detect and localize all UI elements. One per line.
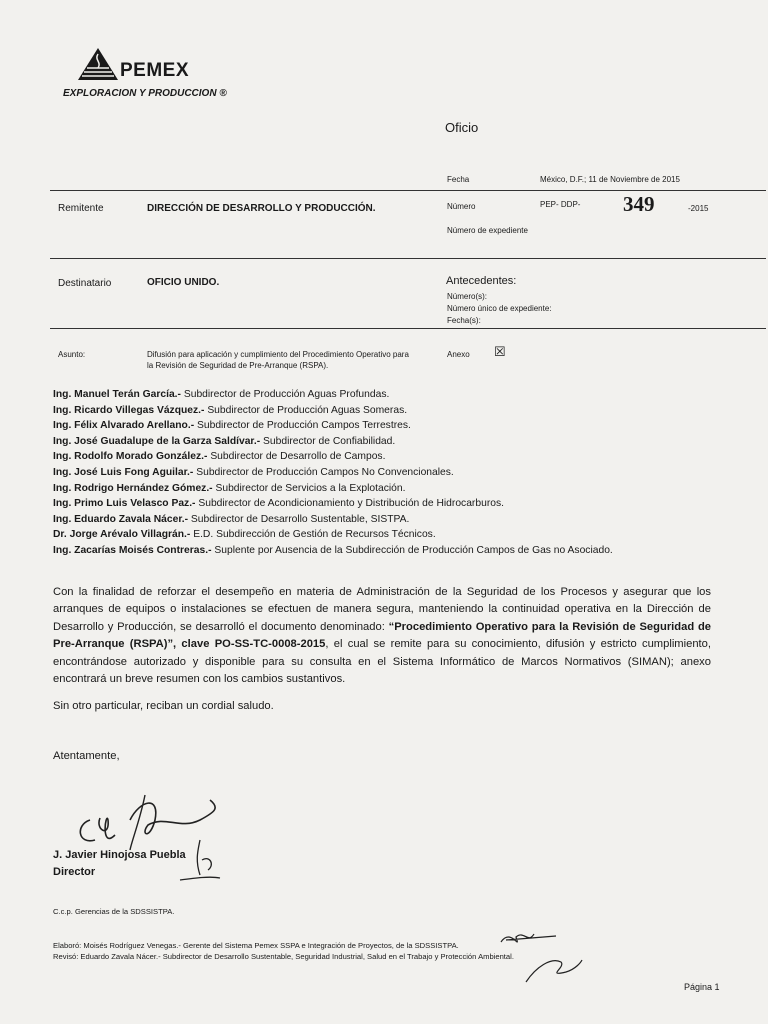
antecedentes-numero: Número(s):	[447, 292, 488, 301]
recipient-line	[53, 449, 613, 465]
numero-value: 349	[623, 192, 655, 216]
asunto-label: Asunto:	[58, 350, 86, 359]
recipient-role: Subdirector de Producción Campos No Convencionales.	[193, 466, 454, 478]
recipient-name: Ing. José Luis Fong Aguilar.-	[53, 466, 194, 478]
recipient-name: Ing. Rodrigo Hernández Gómez.-	[53, 482, 213, 494]
procedure-name: “Procedimiento Operativo para la Revisión de Seguridad de Pre-Arranque (RSPA)”, clave PO-SS-TC-0008-2015	[53, 620, 712, 651]
recipient-name: Ing. Eduardo Zavala Nácer.-	[53, 513, 189, 525]
recipient-role: E.D. Subdirección de Gestión de Recursos Técnicos.	[190, 529, 436, 541]
recipient-name: Ing. Félix Alvarado Arellano.-	[53, 420, 195, 432]
logo-wordmark: PEMEX	[120, 60, 190, 81]
anexo-label: Anexo	[447, 350, 470, 359]
anexo-checkbox-icon: ☒	[494, 344, 506, 359]
ccp-text: C.c.p. Gerencias de la SDSSISTPA.	[53, 907, 175, 916]
pemex-logo-icon	[76, 46, 120, 82]
recipient-name: Ing. Zacarías Moisés Contreras.-	[53, 544, 212, 556]
recipient-line	[53, 434, 613, 450]
numero-label: Número	[447, 202, 476, 211]
antecedentes-label: Antecedentes:	[446, 275, 517, 287]
recipient-name: Ing. Manuel Terán García.-	[53, 389, 181, 400]
recipient-line	[53, 418, 613, 434]
destinatario-value: OFICIO UNIDO.	[147, 277, 220, 288]
recipient-role: Subdirector de Producción Aguas Someras.	[204, 404, 408, 416]
recipient-role: Subdirector de Servicios a la Explotación.	[212, 482, 406, 494]
numero-prefix: PEP- DDP-	[540, 200, 581, 209]
recipient-line	[53, 543, 613, 559]
fecha-label: Fecha	[447, 175, 470, 184]
destinatario-label: Destinatario	[58, 278, 112, 289]
logo-subtitle: EXPLORACION Y PRODUCCION ®	[63, 88, 227, 99]
recipient-role: Subdirector de Acondicionamiento y Distribución de Hidrocarburos.	[195, 498, 504, 510]
recipient-name: Ing. Primo Luis Velasco Paz.-	[53, 498, 196, 510]
signature-icon	[70, 790, 240, 900]
recipient-role: Subdirector de Desarrollo Sustentable, SISTPA.	[188, 513, 410, 525]
divider	[50, 190, 766, 191]
antecedentes-expediente: Número único de expediente:	[447, 304, 552, 313]
recipient-name: Ing. José Guadalupe de la Garza Saldívar.-	[53, 435, 261, 447]
recipient-line	[53, 496, 613, 512]
fecha-value: México, D.F.; 11 de Noviembre de 2015	[540, 175, 680, 184]
recipient-role: Subdirector de Confiabilidad.	[260, 435, 396, 447]
body-text-part: Con la finalidad de reforzar el desempeño en materia de Administración de la Seguridad de los Procesos y asegurar que los arranques de equipos o instalaciones se efectuen de manera segura, manteniendo la continuidad operativa en la Dirección de Desarrollo y Producción, se desarrolló el documento denominado:	[53, 586, 711, 633]
page-number: Página 1	[684, 982, 720, 992]
numero-suffix: -2015	[688, 204, 709, 213]
antecedentes-fecha: Fecha(s):	[447, 316, 481, 325]
closing-text: Atentamente,	[53, 750, 120, 762]
recipient-line	[53, 387, 613, 403]
recipient-name: Dr. Jorge Arévalo Villagrán.-	[53, 529, 191, 541]
body-paragraph	[53, 584, 711, 688]
asunto-line1: Difusión para aplicación y cumplimiento del Procedimiento Operativo para	[147, 350, 409, 359]
recipient-line	[53, 481, 613, 497]
asunto-line2: la Revisión de Seguridad de Pre-Arranque (RSPA).	[147, 361, 329, 370]
elaboro-text: Elaboró: Moisés Rodríguez Venegas.- Gerente del Sistema Pemex SSPA e Integración de Proyectos, de la SDSSISTPA.	[53, 941, 459, 950]
recipient-line	[53, 512, 613, 528]
recipient-role: Suplente por Ausencia de la Subdirección de Producción Campos de Gas no Asociado.	[211, 544, 613, 556]
divider	[50, 258, 766, 259]
recipient-name: Ing. Rodolfo Morado González.-	[53, 451, 208, 463]
recipient-name: Ing. Ricardo Villegas Vázquez.-	[53, 404, 205, 416]
recipient-role: Subdirector de Producción Campos Terrestres.	[194, 420, 411, 432]
reviso-text: Revisó: Eduardo Zavala Nácer.- Subdirector de Desarrollo Sustentable, Seguridad Industrial, Salud en el Trabajo y Protección Ambiental.	[53, 952, 514, 961]
body-text-part: , el cual se remite para su conocimiento, difusión y estricto cumplimiento, encontrándose autorizado y disponible para su consulta en el Sistema Informático de Marcos Normativos (SIMAN); anexo encontrará un breve resumen con los cambios sustantivos.	[53, 638, 711, 686]
initials-icon	[496, 922, 586, 988]
greeting-text: Sin otro particular, reciban un cordial saludo.	[53, 700, 274, 712]
recipient-line	[53, 403, 613, 419]
document-type: Oficio	[445, 120, 479, 135]
remitente-label: Remitente	[58, 203, 104, 214]
divider	[50, 328, 766, 329]
expediente-label: Número de expediente	[447, 226, 528, 235]
recipient-role: Subdirector de Producción Aguas Profundas.	[180, 389, 390, 400]
recipient-line	[53, 465, 613, 481]
recipient-list	[53, 387, 613, 559]
recipient-role: Subdirector de Desarrollo de Campos.	[207, 451, 386, 463]
signer-title: Director	[53, 866, 96, 878]
recipient-line	[53, 527, 613, 543]
signer-name: J. Javier Hinojosa Puebla	[53, 849, 186, 861]
remitente-value: DIRECCIÓN DE DESARROLLO Y PRODUCCIÓN.	[147, 203, 376, 214]
